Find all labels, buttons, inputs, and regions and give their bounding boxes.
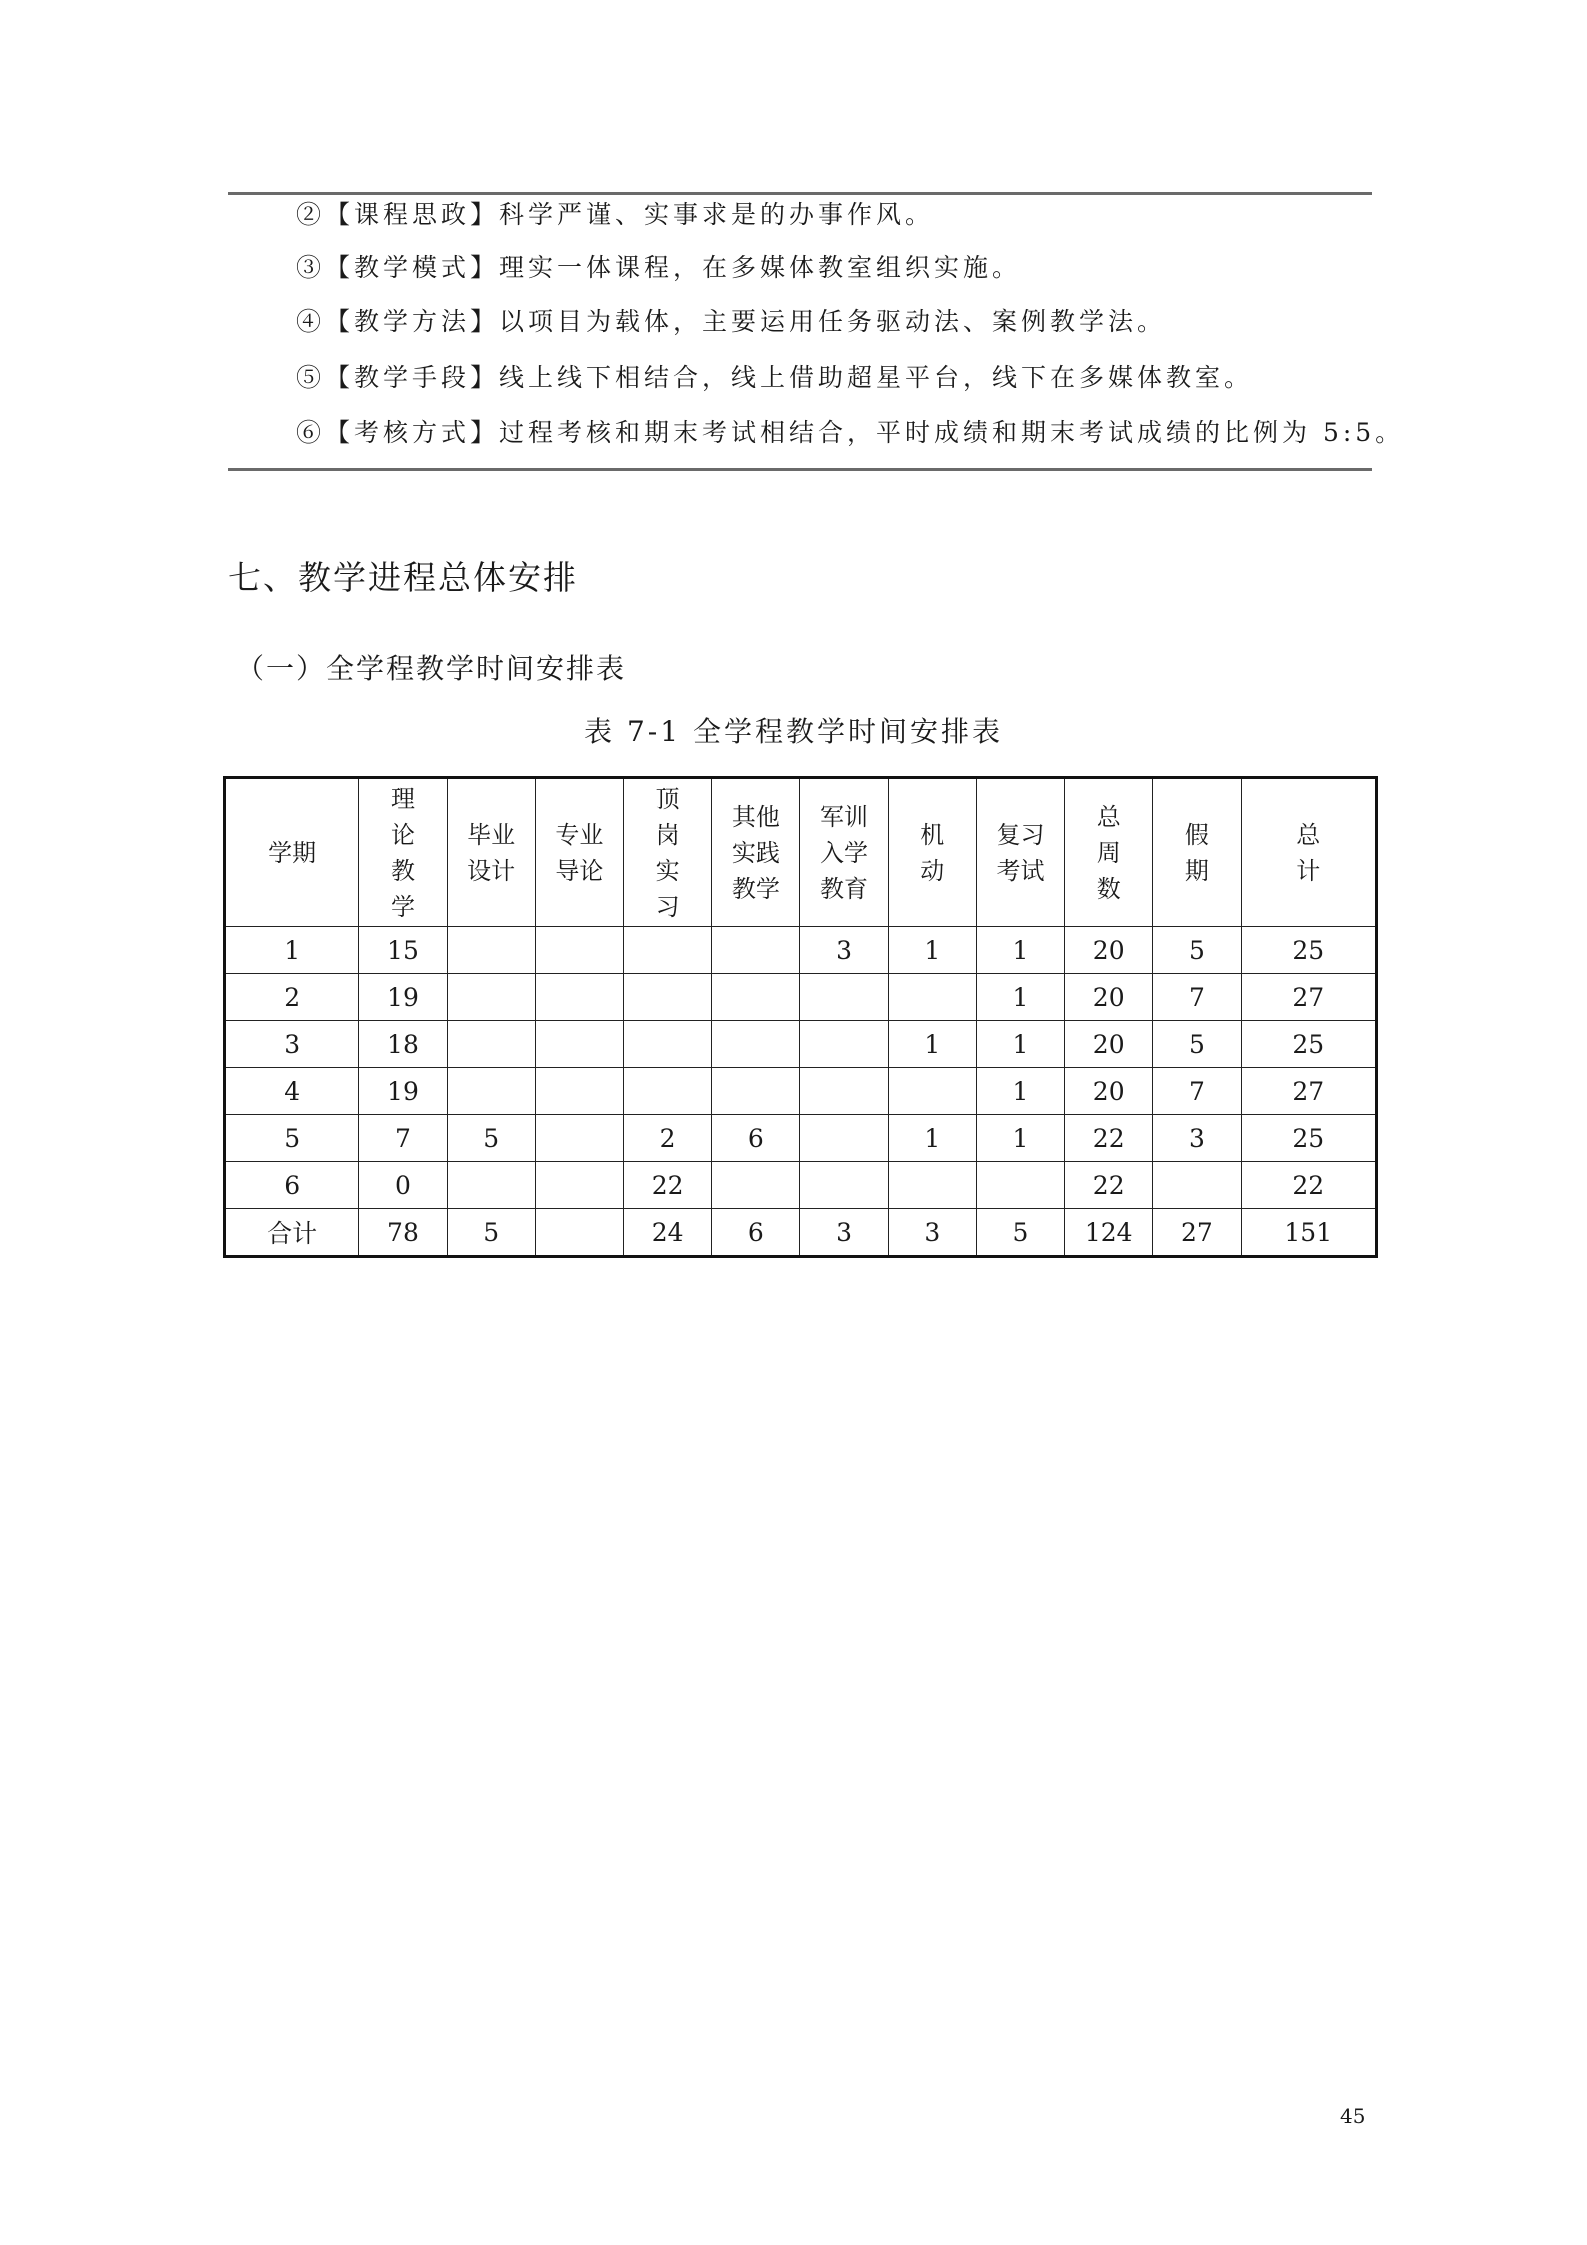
- table-cell: 25: [1241, 1021, 1376, 1068]
- table-cell: 1: [976, 1115, 1064, 1162]
- table-cell: 19: [359, 1068, 447, 1115]
- table-cell: [535, 927, 623, 974]
- table-cell: 20: [1065, 1068, 1153, 1115]
- table-cell: [712, 1021, 800, 1068]
- table-cell: 5: [447, 1115, 535, 1162]
- table-cell: 3: [225, 1021, 359, 1068]
- table-cell: [535, 1068, 623, 1115]
- table-cell: 3: [800, 1209, 888, 1257]
- table-row: [225, 1021, 1377, 1068]
- table-row: [225, 1115, 1377, 1162]
- table-cell: [712, 1162, 800, 1209]
- table-cell: 5: [1153, 927, 1241, 974]
- table-cell: 7: [1153, 974, 1241, 1021]
- item-ideology: ②【课程思政】科学严谨、实事求是的办事作风。: [296, 200, 935, 229]
- table-cell: 6: [712, 1115, 800, 1162]
- table-cell: [535, 1115, 623, 1162]
- schedule-table: [223, 776, 1378, 1258]
- table-cell: [888, 974, 976, 1021]
- table-cell: [624, 1021, 712, 1068]
- table-cell: [447, 1162, 535, 1209]
- table-cell: 22: [1241, 1162, 1376, 1209]
- table-cell: 27: [1241, 1068, 1376, 1115]
- header-cell: 顶 岗 实 习: [624, 778, 712, 927]
- table-cell: 124: [1065, 1209, 1153, 1257]
- table-cell: [624, 974, 712, 1021]
- item-teaching-mode: ③【教学模式】理实一体课程，在多媒体教室组织实施。: [296, 253, 1022, 282]
- header-cell: 假 期: [1153, 778, 1241, 927]
- header-cell: 军训 入学 教育: [800, 778, 888, 927]
- table-cell: 22: [624, 1162, 712, 1209]
- header-cell: 机 动: [888, 778, 976, 927]
- table-cell: [800, 1068, 888, 1115]
- table-cell: [535, 1162, 623, 1209]
- table-cell: 25: [1241, 927, 1376, 974]
- table-cell: 22: [1065, 1162, 1153, 1209]
- bottom-rule: [228, 468, 1372, 471]
- table-cell: [800, 1162, 888, 1209]
- table-row: [225, 1068, 1377, 1115]
- table-cell: 4: [225, 1068, 359, 1115]
- table-cell: 151: [1241, 1209, 1376, 1257]
- table-cell: [447, 974, 535, 1021]
- table-cell: [712, 1068, 800, 1115]
- table-cell: [976, 1162, 1064, 1209]
- table-cell: 1: [976, 1021, 1064, 1068]
- header-cell: 复习 考试: [976, 778, 1064, 927]
- header-cell: 总 计: [1241, 778, 1376, 927]
- table-cell: 6: [225, 1162, 359, 1209]
- table-cell: 18: [359, 1021, 447, 1068]
- item-assessment: ⑥【考核方式】过程考核和期末考试相结合，平时成绩和期末考试成绩的比例为 5:5。: [296, 418, 1405, 447]
- table-cell: 19: [359, 974, 447, 1021]
- table-row: [225, 974, 1377, 1021]
- table-cell: 6: [712, 1209, 800, 1257]
- header-cell: 总 周 数: [1065, 778, 1153, 927]
- table-cell: [712, 927, 800, 974]
- table-cell: [624, 1068, 712, 1115]
- table-cell: 1: [976, 927, 1064, 974]
- table-cell: 7: [359, 1115, 447, 1162]
- table-row: [225, 1162, 1377, 1209]
- table-header-row: [225, 778, 1377, 927]
- table-cell: 27: [1241, 974, 1376, 1021]
- table-cell: 5: [1153, 1021, 1241, 1068]
- table-cell: [888, 1068, 976, 1115]
- table-cell: [535, 974, 623, 1021]
- table-cell: 5: [447, 1209, 535, 1257]
- table-cell: [535, 1209, 623, 1257]
- item-teaching-method: ④【教学方法】以项目为载体，主要运用任务驱动法、案例教学法。: [296, 307, 1167, 336]
- table-cell: [1153, 1162, 1241, 1209]
- table-cell: 5: [976, 1209, 1064, 1257]
- top-rule: [228, 192, 1372, 195]
- table-cell: 1: [976, 1068, 1064, 1115]
- table-cell: [624, 927, 712, 974]
- table-cell: [447, 927, 535, 974]
- table-cell: [888, 1162, 976, 1209]
- page-number: 45: [1340, 2104, 1366, 2128]
- table-cell: 3: [800, 927, 888, 974]
- table-cell: 20: [1065, 1021, 1153, 1068]
- section-heading: 七、教学进程总体安排: [228, 558, 578, 597]
- table-cell: 15: [359, 927, 447, 974]
- header-cell: 学期: [225, 778, 359, 927]
- table-cell: 5: [225, 1115, 359, 1162]
- table-cell: 20: [1065, 927, 1153, 974]
- table-cell: [535, 1021, 623, 1068]
- table-cell: [447, 1021, 535, 1068]
- header-cell: 其他 实践 教学: [712, 778, 800, 927]
- table-cell: 2: [624, 1115, 712, 1162]
- table-cell: 1: [888, 1021, 976, 1068]
- table-cell: 27: [1153, 1209, 1241, 1257]
- table-cell: 20: [1065, 974, 1153, 1021]
- table-cell: 合计: [225, 1209, 359, 1257]
- table-cell: 2: [225, 974, 359, 1021]
- table-cell: 1: [888, 927, 976, 974]
- table-total-row: [225, 1209, 1377, 1257]
- table-cell: 78: [359, 1209, 447, 1257]
- table-cell: [712, 974, 800, 1021]
- header-cell: 理 论 教 学: [359, 778, 447, 927]
- table-cell: 25: [1241, 1115, 1376, 1162]
- table-cell: 1: [225, 927, 359, 974]
- sub-heading: （一）全学程教学时间安排表: [236, 652, 627, 685]
- table-cell: [800, 974, 888, 1021]
- header-cell: 专业 导论: [535, 778, 623, 927]
- table-cell: [800, 1021, 888, 1068]
- table-row: [225, 927, 1377, 974]
- table-caption: 表 7-1 全学程教学时间安排表: [584, 715, 1003, 748]
- table-cell: 1: [888, 1115, 976, 1162]
- table-cell: [447, 1068, 535, 1115]
- table-cell: 1: [976, 974, 1064, 1021]
- table-cell: [800, 1115, 888, 1162]
- table-cell: 22: [1065, 1115, 1153, 1162]
- table-cell: 24: [624, 1209, 712, 1257]
- item-teaching-means: ⑤【教学手段】线上线下相结合，线上借助超星平台，线下在多媒体教室。: [296, 363, 1254, 392]
- table-cell: 0: [359, 1162, 447, 1209]
- table-cell: 7: [1153, 1068, 1241, 1115]
- table-cell: 3: [888, 1209, 976, 1257]
- table-cell: 3: [1153, 1115, 1241, 1162]
- header-cell: 毕业 设计: [447, 778, 535, 927]
